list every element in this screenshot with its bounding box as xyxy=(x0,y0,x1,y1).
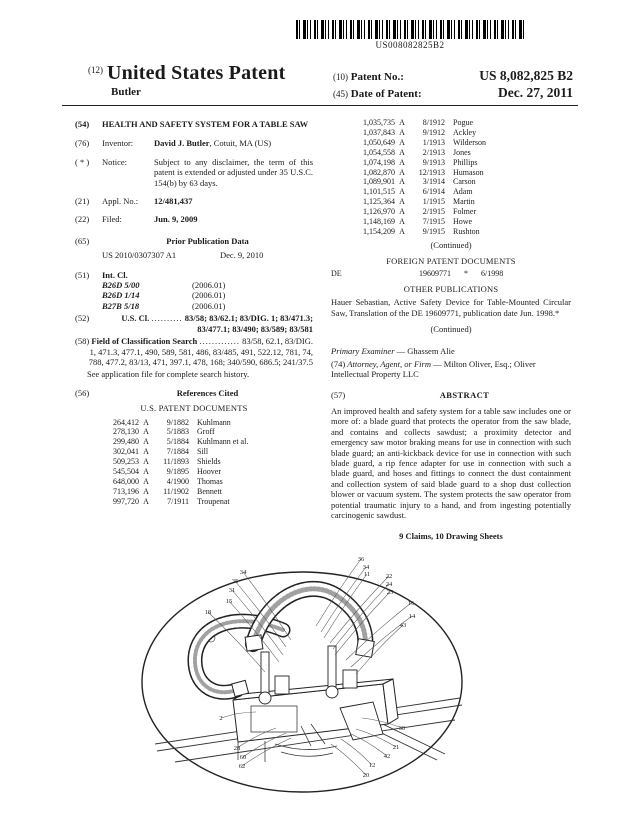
foreign-reference-row xyxy=(331,269,571,279)
attorney-line: (74) Attorney, Agent, or Firm — Milton Oliver, Esq.; Oliver Intellectual Property LLC xyxy=(331,358,536,380)
figure-reference-numeral: 2 xyxy=(219,715,223,722)
prior-publication-heading: Prior Publication Data xyxy=(166,235,249,246)
figure-reference-numeral: 28 xyxy=(233,745,241,752)
figure-reference-numeral: 18 xyxy=(204,609,212,616)
reference-row: 1,148,169 A 7/1915 Howe xyxy=(363,217,473,227)
reference-row: 1,037,843 A 9/1912 Ackley xyxy=(363,127,477,137)
inventor-surname: Butler xyxy=(111,86,141,98)
figure-reference-numeral: 34 xyxy=(362,564,370,571)
other-publication-text: Hauer Sebastian, Active Safety Device for Table-Mounted Circular Saw, Translation of the DE 19609771, publication date Jun. 1998.* xyxy=(331,297,571,318)
us-cl-row: (52) U.S. Cl. .......... 83/58; 83/62.1; 83/DIG. 1; 83/471.3; 83/477.1; 83/490; 83/589; 83/581 xyxy=(75,313,313,334)
patent-number: US 8,082,825 B2 xyxy=(479,68,573,83)
int-cl-row: B27B 5/18 (2006.01) xyxy=(102,300,226,311)
reference-row: 299,480 A 5/1884 Kuhlmann et al. xyxy=(113,437,249,447)
figure-reference-numeral: 15 xyxy=(225,598,233,605)
leader-line xyxy=(331,744,366,775)
reference-row: 264,412 A 9/1882 Kuhlmann xyxy=(113,417,231,427)
int-cl-list xyxy=(75,280,313,311)
us-cl-label: U.S. Cl. xyxy=(121,313,150,324)
figure-reference-numeral: 22 xyxy=(385,573,393,580)
us-references-left xyxy=(95,418,313,507)
prior-publication-date: Dec. 9, 2010 xyxy=(220,250,264,261)
figure-reference-numeral: 62 xyxy=(238,763,246,770)
reference-row: 713,196 A 11/1902 Bennett xyxy=(113,486,222,496)
figure-reference-numeral: 20 xyxy=(362,772,370,779)
figure-reference-numeral: 21 xyxy=(392,744,400,751)
patent-no-label: (10) Patent No.: xyxy=(333,71,404,83)
reference-row: 648,000 A 4/1900 Thomas xyxy=(113,476,223,486)
figure-reference-numeral: 60 xyxy=(239,754,247,761)
prior-publication-data xyxy=(102,250,313,260)
drawing-figure-1 xyxy=(115,548,495,820)
reference-row: 545,504 A 9/1895 Hoover xyxy=(113,467,221,477)
int-cl-heading-row: (51) Int. Cl. xyxy=(75,270,313,280)
notice-row: ( * ) Notice: Subject to any disclaimer, the term of this patent is extended or adjusted under 35 U.S.C. 154(b) by 63 days. xyxy=(75,156,313,188)
barcode-number: US008082825B2 xyxy=(375,40,445,50)
figure-reference-numeral: 12 xyxy=(368,762,376,769)
date-of-patent-label: (45) Date of Patent: xyxy=(333,88,422,100)
claims-drawing-sheets-line: 9 Claims, 10 Drawing Sheets xyxy=(399,531,503,542)
search-history-note: See application file for complete search history. xyxy=(87,369,250,380)
figure-reference-numeral: 42 xyxy=(383,753,391,760)
figure-reference-numeral: 25 xyxy=(386,589,394,596)
figure-reference-numeral: 43 xyxy=(399,622,407,629)
int-cl-row: B26D 5/00 (2006.01) xyxy=(102,280,226,291)
figure-reference-numeral: 11 xyxy=(363,571,371,578)
foreign-date: 6/1998 xyxy=(481,268,504,278)
kind-code: (12) xyxy=(88,65,103,75)
figure-reference-numeral: 30 xyxy=(398,725,406,732)
other-publications-heading: OTHER PUBLICATIONS xyxy=(403,283,499,294)
publications-continued-note: (Continued) xyxy=(430,323,472,334)
foreign-country: DE xyxy=(331,268,342,278)
primary-examiner-line: Primary Examiner — Ghassem Alie xyxy=(331,346,455,357)
filed-row: (22) Filed: Jun. 9, 2009 xyxy=(75,214,313,224)
prior-publication-heading-row: (65) Prior Publication Data xyxy=(75,236,313,246)
foreign-patent-documents-heading: FOREIGN PATENT DOCUMENTS xyxy=(386,256,516,267)
reference-row: 1,082,870 A 12/1913 Humason xyxy=(363,167,484,177)
figure-reference-numeral: 36 xyxy=(357,556,365,563)
int-cl-heading: Int. Cl. xyxy=(102,269,128,280)
invention-title: HEALTH AND SAFETY SYSTEM FOR A TABLE SAW xyxy=(102,119,309,129)
inventor-value: David J. Butler, Cotuit, MA (US) xyxy=(154,138,272,149)
reference-row: 1,089,901 A 3/1914 Carson xyxy=(363,177,476,187)
figure-reference-numeral: 31 xyxy=(228,587,236,594)
reference-row: 1,074,198 A 9/1913 Phillips xyxy=(363,157,478,167)
reference-row: 1,154,209 A 9/1915 Rushton xyxy=(363,226,480,236)
us-cl-value: 83/58; 83/62.1; 83/DIG. 1; 83/471.3; 83/477.1; 83/490; 83/589; 83/581 xyxy=(184,313,313,334)
abstract-heading-row: (57) ABSTRACT xyxy=(331,390,571,400)
figure-reference-numeral: 35 xyxy=(231,578,239,585)
figure-reference-numeral: 24 xyxy=(385,581,393,588)
reference-row: 302,041 A 7/1884 Sill xyxy=(113,447,209,457)
references-continued-note: (Continued) xyxy=(430,239,472,250)
right-column xyxy=(331,118,571,542)
application-number: 12/481,437 xyxy=(154,196,193,207)
reference-row: 1,050,649 A 1/1913 Wilderson xyxy=(363,137,487,147)
barcode-image xyxy=(296,20,524,39)
reference-row: 997,720 A 7/1911 Troupenat xyxy=(113,496,230,506)
header-divider xyxy=(62,105,578,106)
patent-drawing xyxy=(115,548,495,820)
reference-row: 1,101,515 A 6/1914 Adam xyxy=(363,187,473,197)
application-number-row: (21) Appl. No.: 12/481,437 xyxy=(75,196,313,206)
invention-title-row: (54) HEALTH AND SAFETY SYSTEM FOR A TABLE SAW xyxy=(75,119,313,129)
reference-row: 1,054,558 A 2/1913 Jones xyxy=(363,147,471,157)
inventor-row: (76) Inventor: David J. Butler, Cotuit, MA (US) xyxy=(75,138,313,148)
foreign-star: * xyxy=(464,268,468,278)
int-cl-row: B26D 1/14 (2006.01) xyxy=(102,290,226,301)
us-references-right xyxy=(351,118,571,237)
figure-reference-numeral: 14 xyxy=(408,613,416,620)
field-of-search-row: (58) Field of Classification Search ............. 83/58, 62.1, 83/DIG. 1, 471.3, 477.1, 490, 589, 581, 486, 83/485, 491, 522.12, 781, 74, 788, 477.2, 83/13, 471, 397.1, 478, 168; 340/590, 686.5; 241/37.5 xyxy=(75,336,313,367)
header-left xyxy=(88,62,285,98)
references-cited-heading: References Cited xyxy=(176,387,239,398)
date-of-patent: Dec. 27, 2011 xyxy=(498,85,573,100)
figure-reference-numeral: 34 xyxy=(239,569,247,576)
figure-reference-numeral: 16 xyxy=(407,600,415,607)
field-of-search-label: Field of Classification Search xyxy=(91,336,198,347)
reference-row: 1,126,970 A 2/1915 Folmer xyxy=(363,207,477,217)
abstract-text: An improved health and safety system for a table saw includes one or more of: a blade guard that protects the operator from the saw blade, and contains and collects sawdust; a proximity detector and emergency saw motor braking means for use in connection with such blade guard; an anti-kickback device for use in connection with such blade guard, a rip fence adapter for use in connection with such a blade guard, and hoses and fittings to connect the dust containment and collection system of said blade guard to a shop dust collection blower or vacuum system. The system protects the saw operator from potential traumatic injury to a hand, and from ingesting potentially carcinogenic sawdust. xyxy=(331,405,571,520)
leader-line xyxy=(341,739,372,765)
field-of-search-value: 83/58, 62.1, 83/DIG. 1, 471.3, 477.1, 490, 589, 581, 486, 83/485, 491, 522.12, 781, 74, 788, 477.2, 83/13, 471, 397.1, 478, 168; 340/590, 686.5; 241/37.5 xyxy=(88,336,313,367)
left-column xyxy=(75,119,313,507)
filed-date: Jun. 9, 2009 xyxy=(154,214,198,225)
foreign-number: 19609771 xyxy=(419,268,451,278)
reference-row: 1,035,735 A 8/1912 Pogue xyxy=(363,118,473,127)
prior-publication-number: US 2010/0307307 A1 xyxy=(102,250,177,261)
reference-row: 1,125,364 A 1/1915 Martin xyxy=(363,197,475,207)
us-patent-documents-heading: U.S. PATENT DOCUMENTS xyxy=(140,403,248,414)
abstract-heading: ABSTRACT xyxy=(439,389,490,400)
notice-text: Subject to any disclaimer, the term of this patent is extended or adjusted under 35 U.S.C. 154(b) by 63 days. xyxy=(154,156,313,188)
reference-row: 278,130 A 5/1883 Groff xyxy=(113,427,215,437)
barcode-block xyxy=(295,20,525,50)
header-right xyxy=(333,68,573,102)
reference-row: 509,253 A 11/1893 Shields xyxy=(113,457,221,467)
references-cited-heading-row: (56) References Cited xyxy=(75,388,313,398)
document-title: United States Patent xyxy=(107,62,286,84)
